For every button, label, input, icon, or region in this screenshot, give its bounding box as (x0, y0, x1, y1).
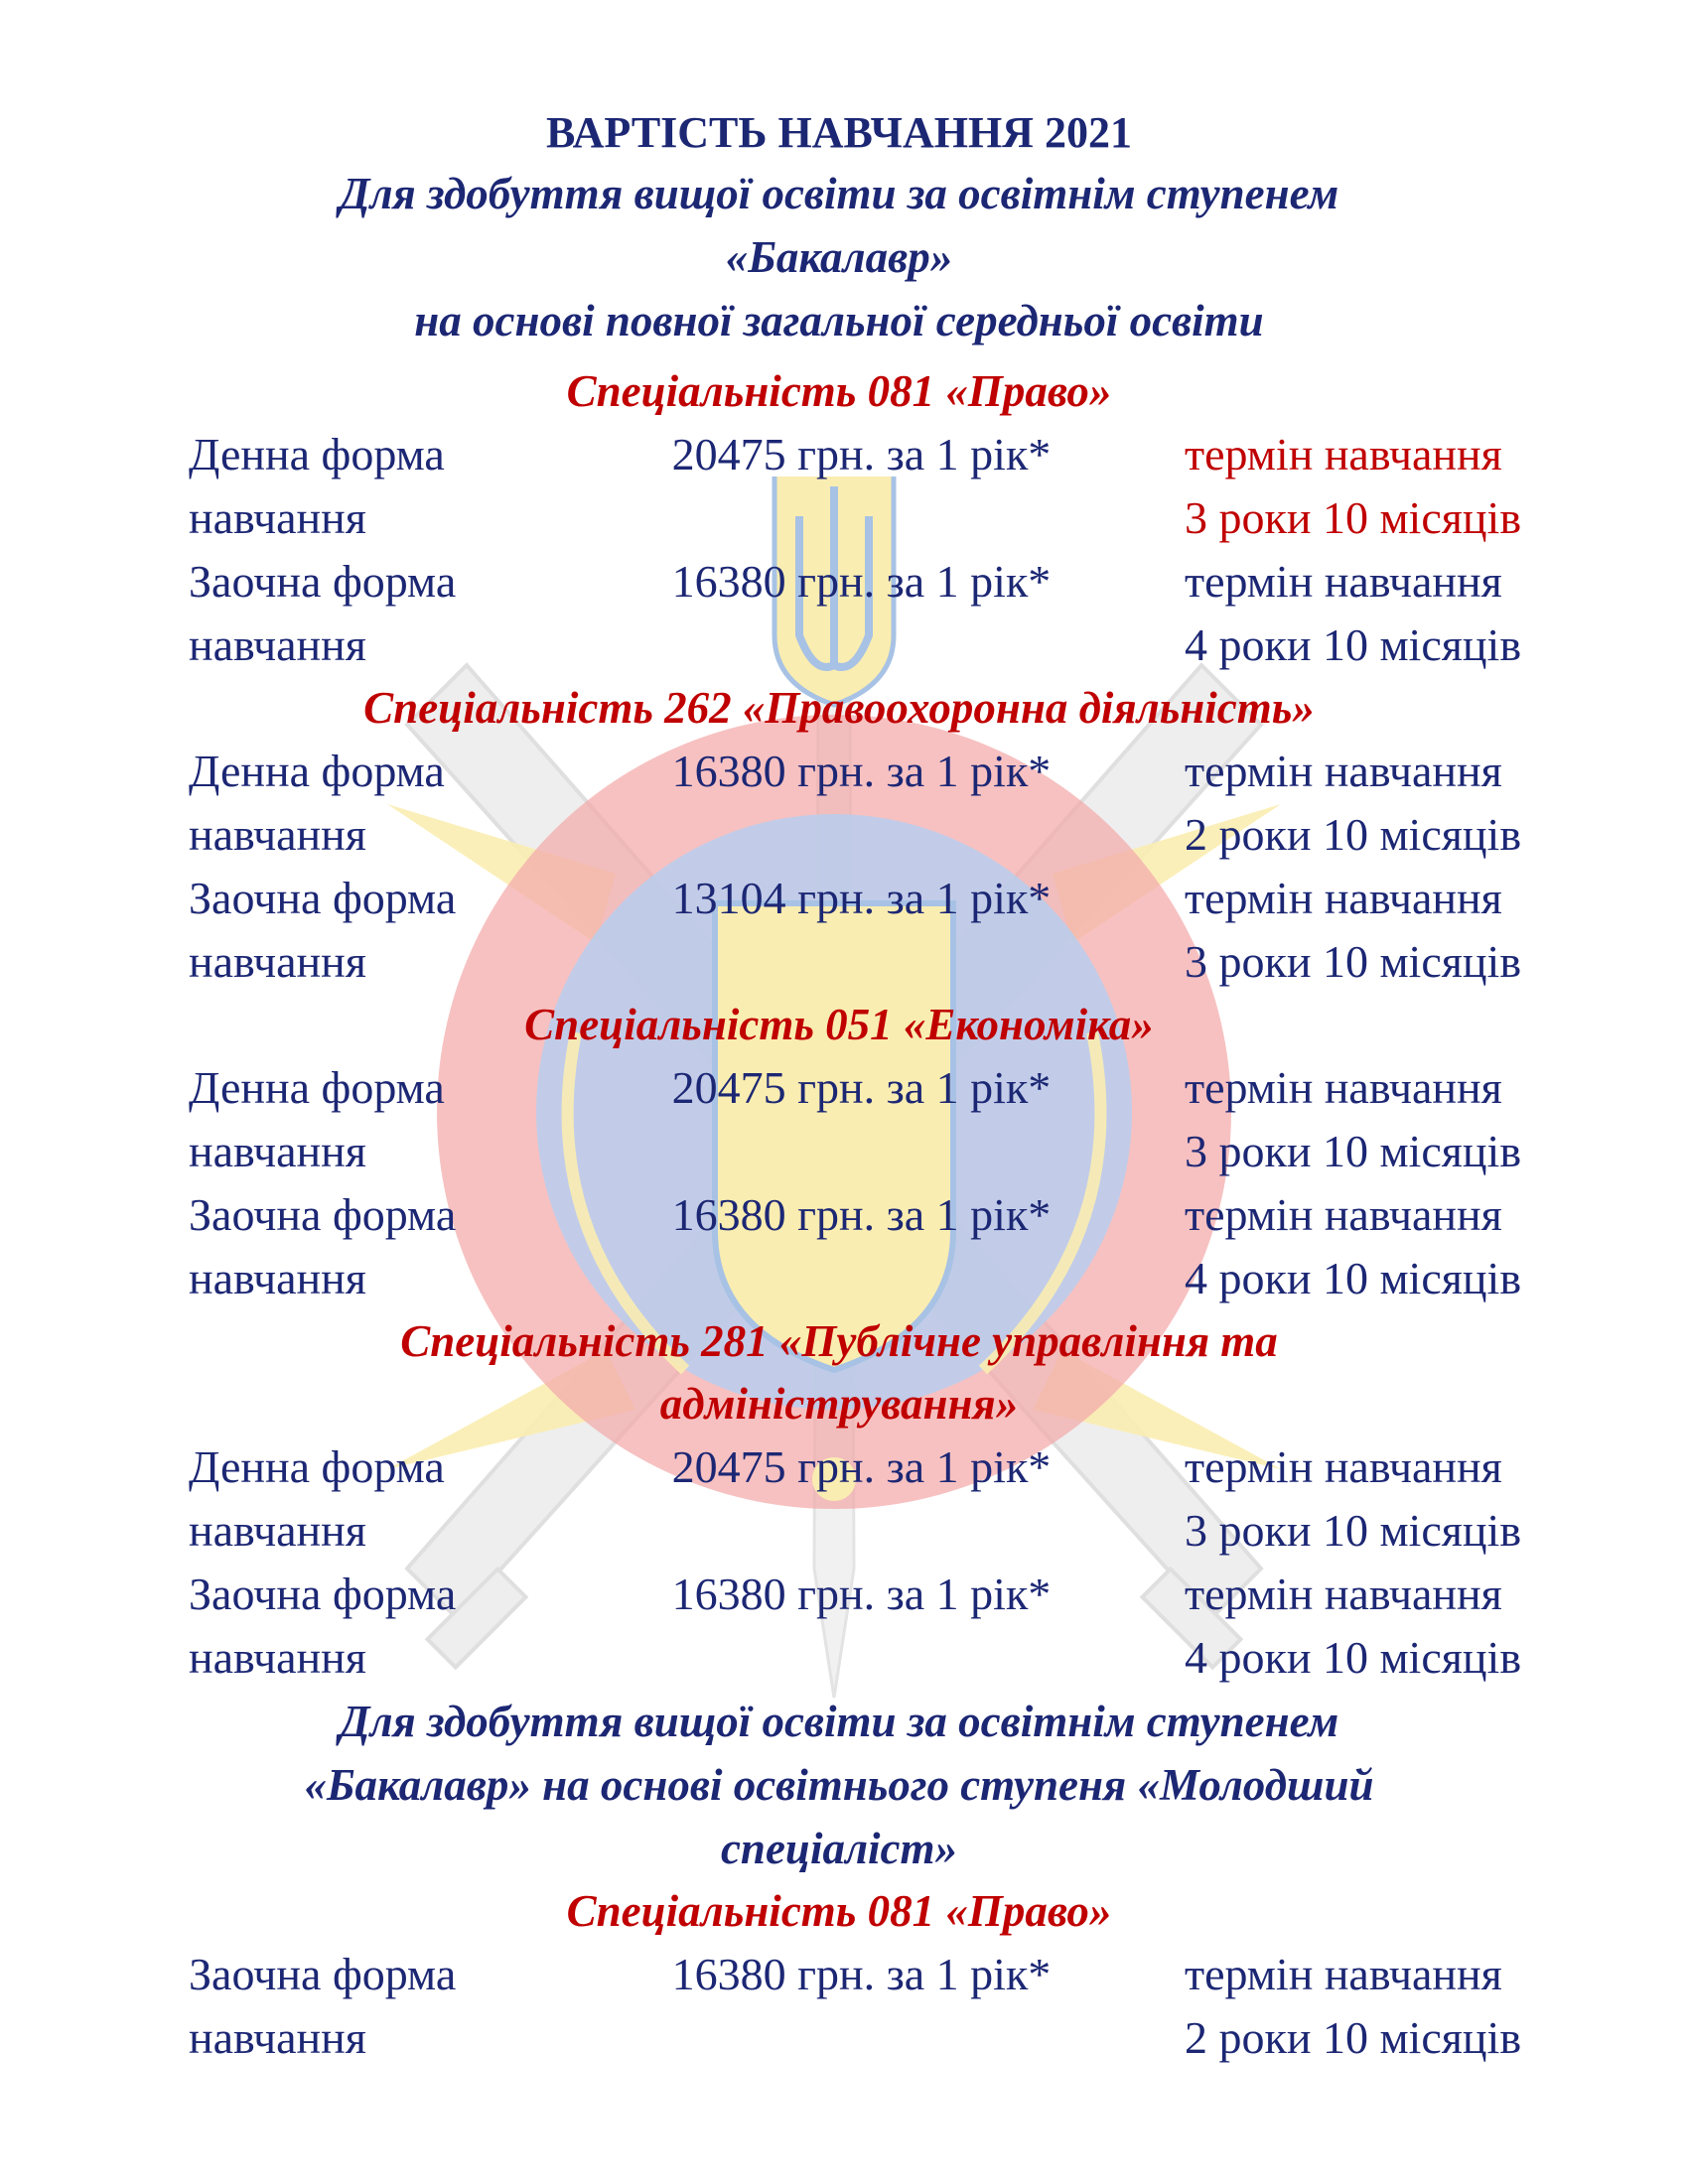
study-form-cont: навчання (189, 2012, 366, 2063)
term-value: 4 роки 10 місяців (1184, 1253, 1522, 1303)
tuition-row (189, 550, 1609, 614)
specialty-heading: Спеціальність 262 «Правоохоронна діяльність» (363, 683, 1315, 733)
section1-line: «Бакалавр» (725, 232, 953, 282)
term-label: термін навчання (1184, 429, 1502, 479)
term-label: термін навчання (1184, 1569, 1502, 1619)
term-value: 3 роки 10 місяців (1184, 492, 1522, 543)
tuition-row (189, 1943, 1609, 2006)
tuition-row-cont (189, 930, 1609, 994)
term-value: 3 роки 10 місяців (1184, 1126, 1522, 1176)
section2-line: спеціаліст» (720, 1824, 958, 1873)
study-form-cont: навчання (189, 1632, 366, 1683)
tuition-row (189, 740, 1609, 803)
tuition-row-cont (189, 1120, 1609, 1183)
section1-line: Для здобуття вищої освіти за освітнім ступенем (339, 169, 1339, 218)
tuition-row-cont (189, 2006, 1609, 2070)
tuition-row (189, 1183, 1609, 1247)
study-form: Заочна форма (189, 1189, 457, 1240)
study-form: Денна форма (189, 1441, 445, 1492)
study-form: Заочна форма (189, 1569, 457, 1619)
tuition-row (189, 1056, 1609, 1120)
tuition-row-cont (189, 1499, 1609, 1563)
term-label: термін навчання (1184, 1062, 1502, 1113)
price: 16380 грн. за 1 рік* (671, 556, 1052, 607)
tuition-row (189, 867, 1609, 930)
tuition-document (189, 104, 1609, 2070)
specialty-heading: Спеціальність 281 «Публічне управління та (400, 1316, 1278, 1366)
page-title: ВАРТІСТЬ НАВЧАННЯ 2021 (546, 108, 1132, 157)
price: 20475 грн. за 1 рік* (671, 429, 1052, 479)
specialty-heading: Спеціальність 081 «Право» (566, 366, 1112, 416)
tuition-row (189, 1563, 1609, 1626)
specialty-heading-cont: адміністрування» (659, 1379, 1019, 1429)
section2-line: «Бакалавр» на основі освітнього ступеня «Молодший (304, 1760, 1374, 1810)
study-form-cont: навчання (189, 809, 366, 860)
term-value: 4 роки 10 місяців (1184, 1632, 1522, 1683)
tuition-row-cont (189, 486, 1609, 550)
specialty-heading: Спеціальність 051 «Економіка» (524, 1000, 1154, 1049)
term-value: 3 роки 10 місяців (1184, 936, 1522, 987)
section2-line: Для здобуття вищої освіти за освітнім ступенем (339, 1697, 1339, 1746)
price: 20475 грн. за 1 рік* (671, 1441, 1052, 1492)
term-value: 4 роки 10 місяців (1184, 619, 1522, 670)
price: 16380 грн. за 1 рік* (671, 1949, 1052, 1999)
study-form: Денна форма (189, 746, 445, 796)
section1-line: на основі повної загальної середньої освіти (414, 296, 1264, 345)
term-value: 3 роки 10 місяців (1184, 1505, 1522, 1556)
study-form: Заочна форма (189, 873, 457, 923)
study-form-cont: навчання (189, 936, 366, 987)
price: 16380 грн. за 1 рік* (671, 746, 1052, 796)
term-label: термін навчання (1184, 873, 1502, 923)
study-form-cont: навчання (189, 492, 366, 543)
study-form-cont: навчання (189, 1126, 366, 1176)
study-form-cont: навчання (189, 619, 366, 670)
term-label: термін навчання (1184, 746, 1502, 796)
tuition-row-cont (189, 1247, 1609, 1310)
term-label: термін навчання (1184, 1189, 1502, 1240)
tuition-row-cont (189, 1626, 1609, 1690)
price: 16380 грн. за 1 рік* (671, 1189, 1052, 1240)
price: 20475 грн. за 1 рік* (671, 1062, 1052, 1113)
term-value: 2 роки 10 місяців (1184, 809, 1522, 860)
tuition-row (189, 1435, 1609, 1499)
term-label: термін навчання (1184, 1949, 1502, 1999)
price: 16380 грн. за 1 рік* (671, 1569, 1052, 1619)
tuition-row (189, 423, 1609, 486)
tuition-row-cont (189, 614, 1609, 677)
term-label: термін навчання (1184, 556, 1502, 607)
tuition-row-cont (189, 803, 1609, 867)
study-form: Заочна форма (189, 1949, 457, 1999)
study-form-cont: навчання (189, 1253, 366, 1303)
term-label: термін навчання (1184, 1441, 1502, 1492)
price: 13104 грн. за 1 рік* (671, 873, 1052, 923)
term-value: 2 роки 10 місяців (1184, 2012, 1522, 2063)
study-form: Денна форма (189, 429, 445, 479)
specialty-heading: Спеціальність 081 «Право» (566, 1886, 1112, 1936)
study-form-cont: навчання (189, 1505, 366, 1556)
study-form: Денна форма (189, 1062, 445, 1113)
study-form: Заочна форма (189, 556, 457, 607)
